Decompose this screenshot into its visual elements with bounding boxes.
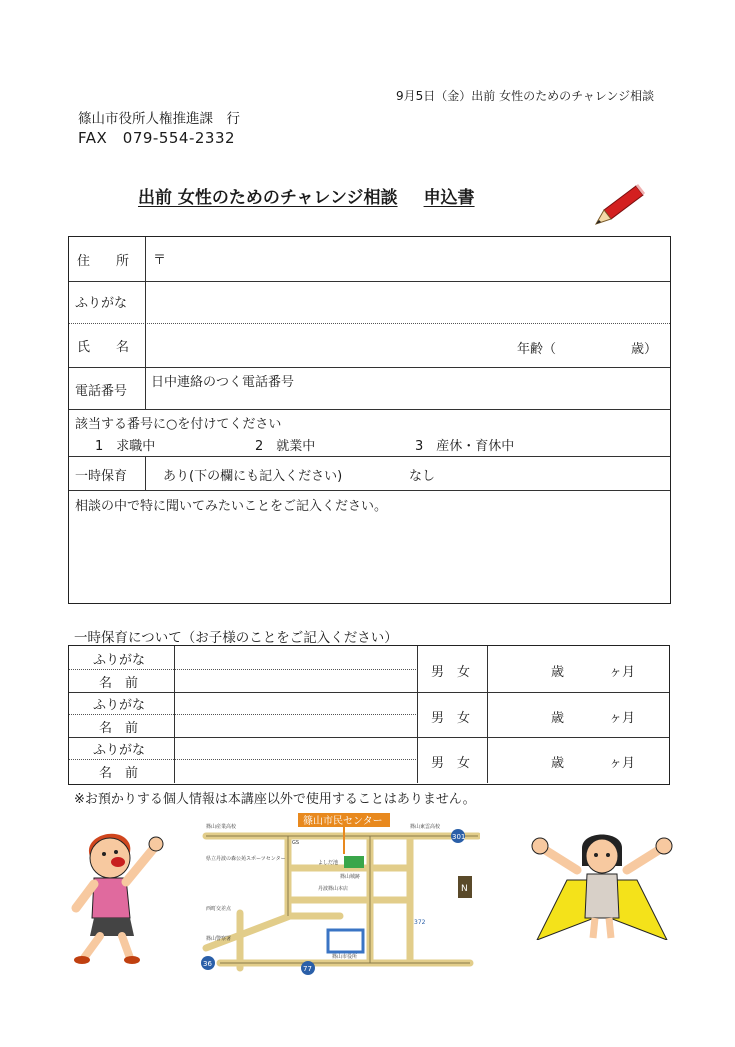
- status-option-job-seeking[interactable]: 1 求職中: [95, 439, 156, 454]
- map-label: GS: [292, 840, 300, 846]
- furigana-label: ふりがな: [75, 296, 128, 311]
- address-label: 住 所: [77, 254, 130, 269]
- superhero-woman-illustration: [527, 830, 677, 940]
- child-age-months: ヶ月: [609, 756, 636, 771]
- address-field[interactable]: [155, 259, 660, 277]
- child-age-years: 歳: [551, 756, 565, 771]
- consult-prompt: 相談の中で特に聞いてみたいことをご記入ください。: [75, 499, 388, 514]
- child-age-years: 歳: [551, 665, 565, 680]
- childcare-no-option[interactable]: なし: [409, 469, 436, 484]
- map-label: 篠山産業高校: [206, 824, 237, 830]
- form-title-main: 出前 女性のためのチャレンジ相談: [138, 188, 398, 208]
- route-label: 36: [203, 960, 212, 968]
- venue-name: 篠山市民センター: [303, 816, 383, 827]
- age-unit: 歳）: [631, 342, 658, 357]
- map-label: 篠山市役所: [332, 954, 358, 960]
- map-label: 篠山東雲高校: [410, 824, 441, 830]
- child-name-field[interactable]: [181, 649, 411, 689]
- child-gender[interactable]: 男 女: [431, 711, 471, 726]
- status-option-leave[interactable]: 3 産休・育休中: [415, 439, 515, 454]
- name-field[interactable]: [155, 329, 505, 361]
- furigana-field[interactable]: [155, 287, 660, 317]
- child-gender[interactable]: 男 女: [431, 756, 471, 771]
- map-label: 県立丹波の森公苑スポーツセンター: [206, 856, 286, 862]
- form-title-suffix: 申込書: [423, 188, 475, 208]
- map-label: 丹波篠山本店: [318, 886, 349, 892]
- child-gender[interactable]: 男 女: [431, 665, 471, 680]
- child-age-months: ヶ月: [609, 665, 636, 680]
- event-line: 9月5日（金）出前 女性のためのチャレンジ相談: [396, 89, 655, 103]
- age-label: 年齢（: [517, 342, 557, 357]
- map-label: 西町交差点: [206, 906, 232, 912]
- child-name-label: 名 前: [99, 676, 139, 691]
- child-furigana-label: ふりがな: [93, 698, 146, 713]
- name-label: 氏 名: [77, 340, 130, 355]
- childcare-yes-option[interactable]: あり(下の欄にも記入ください): [163, 469, 343, 484]
- consult-field[interactable]: [75, 515, 663, 597]
- child-name-label: 名 前: [99, 721, 139, 736]
- privacy-note: ※お預かりする個人情報は本講座以外で使用することはありません。: [74, 792, 476, 807]
- child-age-months: ヶ月: [609, 711, 636, 726]
- route-label: 77: [303, 965, 312, 973]
- childcare-heading: 一時保育について（お子様のことをご記入ください）: [74, 630, 398, 646]
- fax-number: FAX 079-554-2332: [78, 129, 236, 147]
- north-label: N: [461, 884, 468, 894]
- age-field[interactable]: [569, 333, 629, 357]
- child-name-field[interactable]: [181, 739, 411, 779]
- childcare-label: 一時保育: [75, 469, 128, 484]
- cheering-woman-illustration: [64, 818, 174, 968]
- map-label: 篠山城跡: [340, 874, 361, 880]
- map-label: よしだ池: [318, 860, 339, 866]
- status-option-employed[interactable]: 2 就業中: [255, 439, 316, 454]
- form-title: [138, 183, 475, 208]
- child-age-years: 歳: [551, 711, 565, 726]
- phone-field[interactable]: [155, 389, 660, 405]
- status-prompt: 該当する番号に○を付けてください: [75, 417, 282, 432]
- child-name-field[interactable]: [181, 694, 411, 734]
- map-label: 篠山警察署: [206, 936, 232, 942]
- child-furigana-label: ふりがな: [93, 653, 146, 668]
- childcare-table: [68, 645, 670, 785]
- child-furigana-label: ふりがな: [93, 743, 146, 758]
- application-form: [68, 236, 671, 604]
- destination: 篠山市役所人権推進課 行: [78, 111, 240, 127]
- phone-label: 電話番号: [75, 384, 128, 399]
- postal-mark: 〒: [153, 253, 167, 268]
- route-label: 301: [452, 833, 466, 841]
- child-name-label: 名 前: [99, 766, 139, 781]
- route-label: 372: [414, 919, 426, 926]
- venue-map: [200, 808, 480, 980]
- phone-note: 日中連絡のつく電話番号: [151, 375, 295, 390]
- pencil-icon: [590, 182, 645, 227]
